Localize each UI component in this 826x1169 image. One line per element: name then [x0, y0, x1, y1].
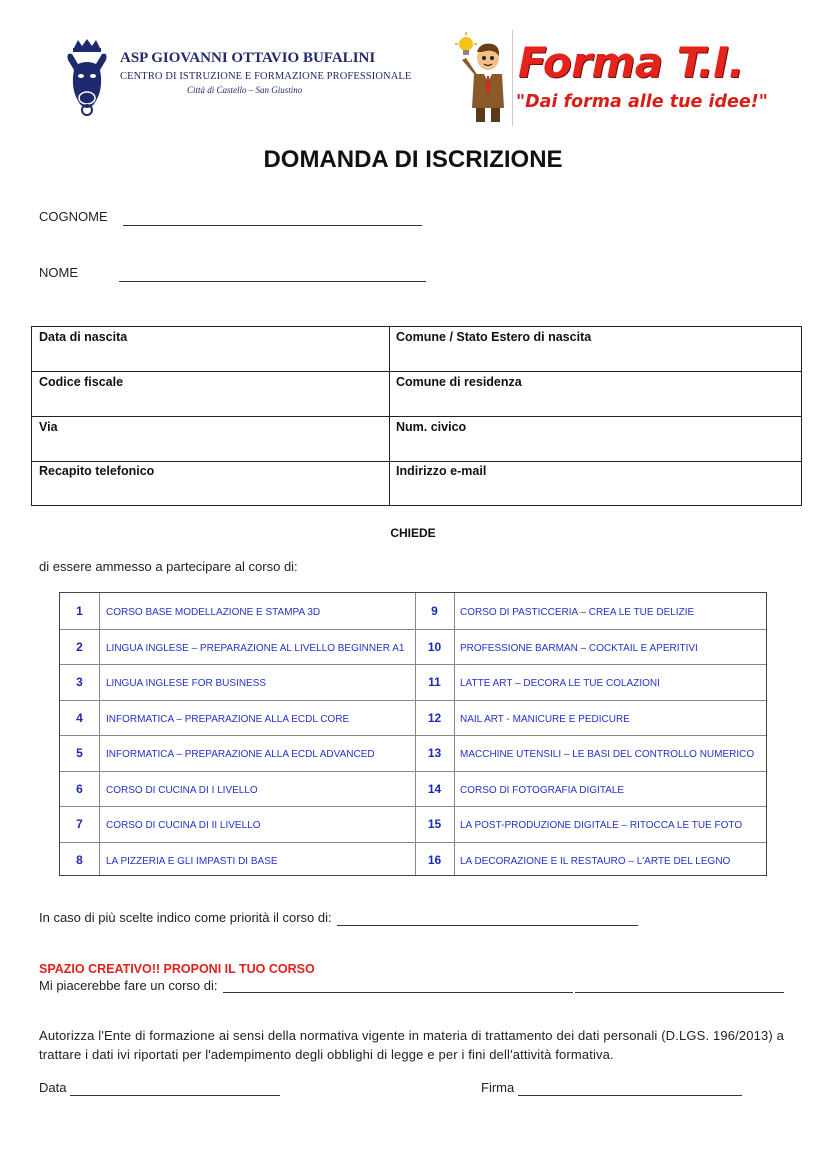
priority-label: In caso di più scelte indico come priorità il corso di:: [39, 910, 332, 925]
course-name: CORSO DI FOTOGRAFIA DIGITALE: [460, 784, 625, 796]
course-name: CORSO DI CUCINA DI I LIVELLO: [106, 784, 258, 796]
logo-divider: [512, 30, 513, 126]
course-number[interactable]: 4: [76, 710, 83, 725]
course-name: CORSO DI CUCINA DI II LIVELLO: [106, 820, 261, 831]
table-row-divider: [60, 629, 766, 630]
asp-logo: [64, 36, 412, 120]
course-name: CORSO DI PASTICCERIA – CREA LE TUE DELIZIE: [460, 607, 695, 618]
creative-label: Mi piacerebbe fare un corso di:: [39, 978, 218, 993]
creative-field[interactable]: [223, 992, 573, 993]
course-number[interactable]: 14: [427, 781, 442, 796]
course-name: CORSO BASE MODELLAZIONE E STAMPA 3D: [106, 607, 321, 618]
table-row-divider: [32, 416, 801, 417]
creative-heading: SPAZIO CREATIVO!! PROPONI IL TUO CORSO: [39, 962, 315, 976]
nome-label: NOME: [39, 265, 78, 280]
email-cell[interactable]: Indirizzo e-mail: [396, 464, 487, 478]
brand-name: Forma T.I.: [518, 38, 744, 87]
course-number[interactable]: 9: [431, 604, 438, 618]
date-field[interactable]: [70, 1095, 280, 1096]
courses-table: [59, 592, 767, 876]
course-name: MACCHINE UTENSILI – LE BASI DEL CONTROLLO NUMERICO: [460, 749, 755, 760]
nome-field[interactable]: [119, 281, 426, 282]
bull-crest-icon: [64, 38, 110, 118]
table-column-divider: [99, 593, 100, 875]
asp-subtitle: CENTRO DI ISTRUZIONE E FORMAZIONE PROFESSIONALE: [120, 71, 412, 82]
businessman-lightbulb-icon: [452, 30, 510, 126]
signature-label: Firma: [481, 1080, 515, 1095]
course-number[interactable]: 1: [76, 604, 83, 618]
course-number[interactable]: 5: [76, 746, 83, 760]
consent-text: Autorizza l'Ente di formazione ai sensi della normativa vigente in materia di trattamento dei dati personali (D.LGS. 196/2013) a trattare i dati ivi riportati per l'adempimento degli obblighi di legge e per i fini dell'attività formativa.: [39, 1028, 785, 1062]
intro-text: di essere ammesso a partecipare al corso di:: [39, 559, 298, 574]
course-name: INFORMATICA – PREPARAZIONE ALLA ECDL CORE: [106, 713, 350, 725]
course-number[interactable]: 7: [76, 817, 83, 831]
chiede-heading: CHIEDE: [390, 526, 436, 540]
course-number[interactable]: 6: [76, 781, 83, 796]
priority-field[interactable]: [337, 925, 638, 926]
personal-data-table: [31, 326, 802, 506]
course-name: INFORMATICA – PREPARAZIONE ALLA ECDL ADVANCED: [106, 749, 375, 760]
creative-field-continued[interactable]: [575, 992, 784, 993]
table-column-divider: [415, 593, 416, 875]
course-name: NAIL ART - MANICURE E PEDICURE: [460, 713, 630, 725]
table-row-divider: [60, 700, 766, 701]
course-name: LINGUA INGLESE FOR BUSINESS: [106, 678, 267, 689]
course-name: LA PIZZERIA E GLI IMPASTI DI BASE: [106, 855, 278, 867]
table-row-divider: [60, 771, 766, 772]
table-row-divider: [60, 735, 766, 736]
course-number[interactable]: 15: [427, 817, 442, 831]
signature-field[interactable]: [518, 1095, 742, 1096]
cognome-label: COGNOME: [39, 209, 108, 224]
birth-date-cell[interactable]: Data di nascita: [39, 330, 128, 344]
table-row-divider: [32, 371, 801, 372]
course-number[interactable]: 2: [76, 639, 83, 654]
course-number[interactable]: 16: [427, 852, 442, 867]
street-cell[interactable]: Via: [39, 420, 58, 434]
date-label: Data: [39, 1080, 67, 1095]
course-name: PROFESSIONE BARMAN – COCKTAIL E APERITIVI: [460, 642, 698, 654]
course-number[interactable]: 3: [76, 675, 83, 689]
asp-title: ASP GIOVANNI OTTAVIO BUFALINI: [120, 50, 376, 66]
table-row-divider: [60, 806, 766, 807]
course-number[interactable]: 10: [427, 639, 442, 654]
course-number[interactable]: 11: [428, 675, 441, 689]
residence-cell[interactable]: Comune di residenza: [396, 375, 522, 389]
course-number[interactable]: 8: [76, 852, 83, 867]
cognome-field[interactable]: [123, 225, 422, 226]
table-row-divider: [60, 842, 766, 843]
birth-place-cell[interactable]: Comune / Stato Estero di nascita: [396, 330, 592, 344]
course-name: LA DECORAZIONE E IL RESTAURO – L'ARTE DEL LEGNO: [460, 855, 731, 867]
forma-ti-logo: [452, 30, 782, 126]
table-row-divider: [32, 461, 801, 462]
table-column-divider: [454, 593, 455, 875]
asp-city: Città di Castello – San Giustino: [187, 85, 303, 95]
tax-code-cell[interactable]: Codice fiscale: [39, 375, 124, 389]
course-name: LA POST-PRODUZIONE DIGITALE – RITOCCA LE TUE FOTO: [460, 820, 743, 831]
street-number-cell[interactable]: Num. civico: [396, 420, 467, 434]
page-title: DOMANDA DI ISCRIZIONE: [263, 146, 563, 173]
phone-cell[interactable]: Recapito telefonico: [39, 464, 155, 478]
course-number[interactable]: 12: [427, 710, 442, 725]
brand-slogan: "Dai forma alle tue idee!": [516, 92, 768, 112]
course-name: LATTE ART – DECORA LE TUE COLAZIONI: [460, 678, 660, 689]
table-row-divider: [60, 664, 766, 665]
course-name: LINGUA INGLESE – PREPARAZIONE AL LIVELLO BEGINNER A1: [106, 642, 405, 654]
course-number[interactable]: 13: [427, 746, 442, 760]
